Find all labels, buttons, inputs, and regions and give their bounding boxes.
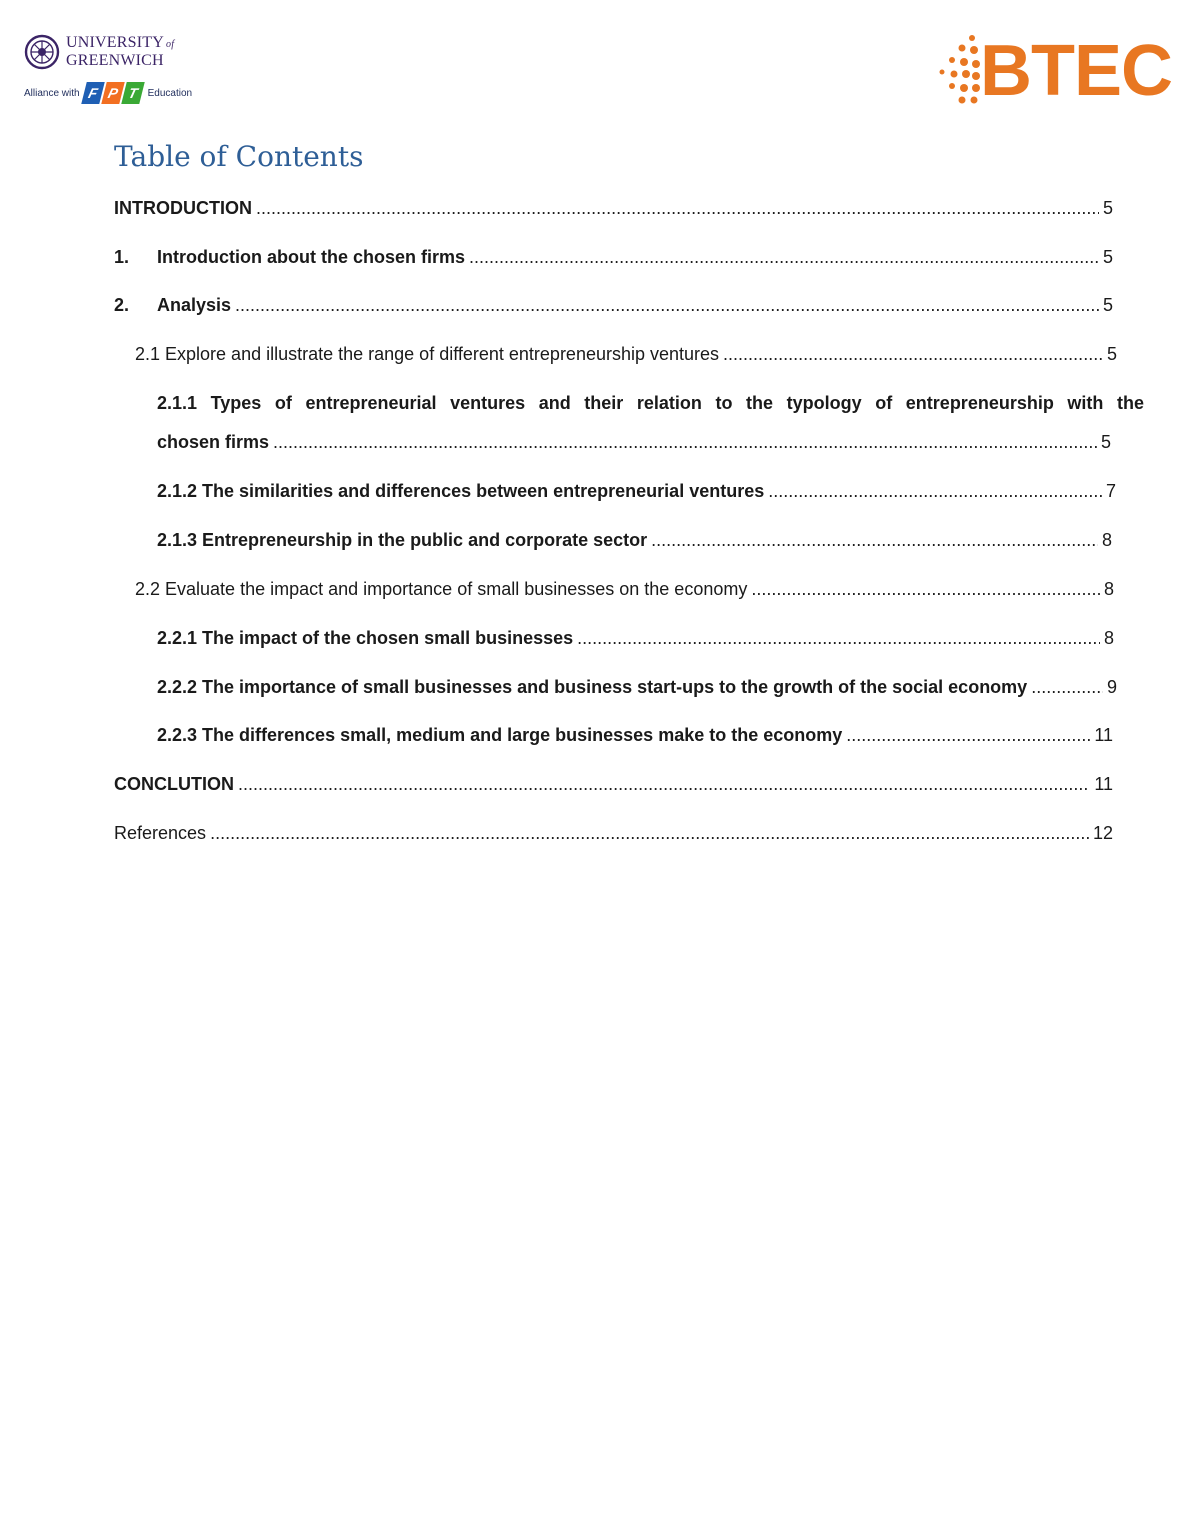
toc-entry-analysis[interactable] bbox=[114, 292, 1113, 318]
toc-entry-label-cont: chosen firms bbox=[157, 432, 270, 452]
toc-entry-label: CONCLUTION bbox=[114, 774, 234, 794]
toc-entry-2-1-1-line1[interactable]: 2.1.1 Types of entrepreneurial ventures and their relation to the typology of entrepreneurship with the bbox=[157, 393, 1144, 413]
btec-logo bbox=[932, 30, 1172, 112]
dot-leader bbox=[751, 576, 1100, 602]
toc-entry-number: 1. bbox=[114, 247, 130, 267]
toc-entry-label: 2.2.1 The impact of the chosen small businesses bbox=[157, 628, 574, 648]
logo-line-university: UNIVERSITY bbox=[66, 34, 164, 51]
toc-entry-page: 9 bbox=[1106, 677, 1117, 697]
toc-entry-page: 8 bbox=[1103, 628, 1114, 648]
toc-entry-label: References bbox=[114, 823, 207, 843]
toc-entry-2-2-3[interactable] bbox=[157, 722, 1113, 748]
toc-entry-2-2-1[interactable] bbox=[157, 625, 1114, 651]
toc-entry-introduction[interactable] bbox=[114, 195, 1113, 221]
logo-line-greenwich: GREENWICH bbox=[66, 52, 164, 69]
toc-entry-label: 2.1 Explore and illustrate the range of different entrepreneurship ventures bbox=[135, 344, 720, 364]
toc-entry-2-1-1[interactable] bbox=[157, 429, 1111, 455]
toc-entry-label: 2.1.2 The similarities and differences between entrepreneurial ventures bbox=[157, 481, 765, 501]
university-of-greenwich-logo bbox=[24, 34, 194, 124]
toc-entry-2-1-3[interactable] bbox=[157, 527, 1112, 553]
dot-leader bbox=[577, 625, 1100, 651]
toc-entry-page: 8 bbox=[1101, 530, 1112, 550]
dot-leader bbox=[210, 820, 1089, 846]
toc-entry-label: INTRODUCTION bbox=[114, 198, 252, 218]
toc-entry-page: 7 bbox=[1105, 481, 1116, 501]
toc-entry-2-1[interactable] bbox=[135, 341, 1117, 367]
toc-entry-2-1-2[interactable] bbox=[157, 478, 1116, 504]
dot-leader bbox=[469, 244, 1099, 270]
fpt-logo bbox=[84, 82, 144, 104]
fpt-letter-p: P bbox=[101, 82, 124, 104]
alliance-text: Alliance with bbox=[24, 87, 80, 99]
toc-entry-conclution[interactable] bbox=[114, 771, 1113, 797]
toc-entry-page: 5 bbox=[1102, 295, 1113, 315]
toc-entry-2-2-2[interactable] bbox=[157, 674, 1117, 700]
toc-entry-page: 5 bbox=[1102, 247, 1113, 267]
dot-leader bbox=[723, 341, 1103, 367]
toc-entry-label: 2.2.2 The importance of small businesses and business start-ups to the growth of the social economy bbox=[157, 677, 1028, 697]
toc-entry-label: Analysis bbox=[157, 295, 232, 315]
toc-entry-page: 8 bbox=[1103, 579, 1114, 599]
page-title: Table of Contents bbox=[114, 140, 364, 173]
dot-leader bbox=[651, 527, 1098, 553]
logo-of: of bbox=[166, 39, 175, 50]
toc-entry-page: 5 bbox=[1102, 198, 1113, 218]
dot-leader bbox=[238, 771, 1090, 797]
toc-entry-2-2[interactable] bbox=[135, 576, 1114, 602]
fpt-letter-t: T bbox=[121, 82, 144, 104]
dot-leader bbox=[846, 722, 1090, 748]
toc-entry-label: Introduction about the chosen firms bbox=[157, 247, 466, 267]
toc-entry-number: 2. bbox=[114, 295, 130, 315]
dot-leader bbox=[235, 292, 1099, 318]
toc-entry-references[interactable] bbox=[114, 820, 1113, 846]
btec-wordmark: BTEC bbox=[980, 31, 1172, 111]
dot-leader bbox=[768, 478, 1102, 504]
toc-entry-label: 2.1.3 Entrepreneurship in the public and corporate sector bbox=[157, 530, 648, 550]
toc-entry-page: 5 bbox=[1100, 432, 1111, 452]
toc-entry-label: 2.2.3 The differences small, medium and large businesses make to the economy bbox=[157, 725, 843, 745]
dot-leader bbox=[256, 195, 1099, 221]
toc-entry-chosen-firms[interactable] bbox=[114, 244, 1113, 270]
fpt-letter-f: F bbox=[81, 82, 104, 104]
btec-dots-icon bbox=[932, 30, 980, 112]
toc-entry-page: 11 bbox=[1094, 725, 1113, 745]
toc-entry-page: 11 bbox=[1094, 774, 1113, 794]
dot-leader bbox=[1031, 674, 1103, 700]
toc-entry-page: 12 bbox=[1092, 823, 1113, 843]
toc-entry-page: 5 bbox=[1106, 344, 1117, 364]
toc-entry-label: 2.2 Evaluate the impact and importance of small businesses on the economy bbox=[135, 579, 748, 599]
dot-leader bbox=[273, 429, 1097, 455]
university-crest-icon bbox=[24, 34, 60, 70]
education-text: Education bbox=[147, 87, 193, 99]
